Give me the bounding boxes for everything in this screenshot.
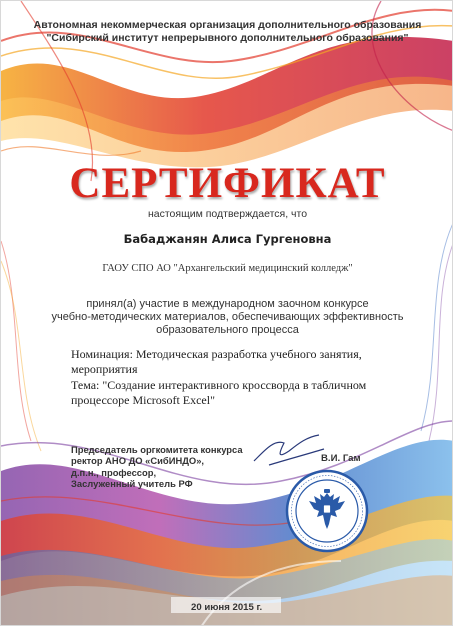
signature-scribble bbox=[249, 431, 329, 471]
topic: Тема: "Создание интерактивного кроссворда в табличном процессоре Microsoft Excel" bbox=[71, 378, 367, 407]
chairman-line: Председатель оргкомитета конкурса bbox=[71, 444, 243, 455]
participation-line: принял(а) участие в международном заочном конкурсе bbox=[86, 298, 369, 310]
signer-name: В.И. Гам bbox=[321, 453, 361, 464]
organization-line-2: "Сибирский институт непрерывного дополнительного образования" bbox=[46, 32, 409, 44]
chairman-line: ректор АНО ДО «СибИНДО», bbox=[71, 455, 205, 467]
participation-line: учебно-методических материалов, обеспечивающих эффективность bbox=[51, 311, 404, 324]
certificate-subtitle: настоящим подтверждается, что bbox=[147, 208, 308, 220]
chairman-line: д.п.н., профессор, bbox=[71, 466, 157, 478]
stamp-eagle-icon bbox=[285, 469, 369, 553]
certificate-title: СЕРТИФИКАТ bbox=[69, 160, 386, 207]
nomination: Номинация: Методическая разработка учебного занятия, мероприятия bbox=[71, 347, 362, 376]
chairman-block bbox=[71, 444, 243, 490]
participation-line: образовательного процесса bbox=[156, 324, 299, 337]
recipient-name: Бабаджанян Алиса Гургеновна bbox=[123, 232, 332, 246]
issue-date: 20 июня 2015 г. bbox=[191, 602, 263, 613]
organization-line-1: Автономная некоммерческая организация дополнительного образования bbox=[33, 19, 422, 31]
chairman-line: Заслуженный учитель РФ bbox=[71, 478, 193, 490]
recipient-organization: ГАОУ СПО АО "Архангельский медицинский колледж" bbox=[102, 263, 353, 274]
participation-text bbox=[1, 298, 453, 338]
